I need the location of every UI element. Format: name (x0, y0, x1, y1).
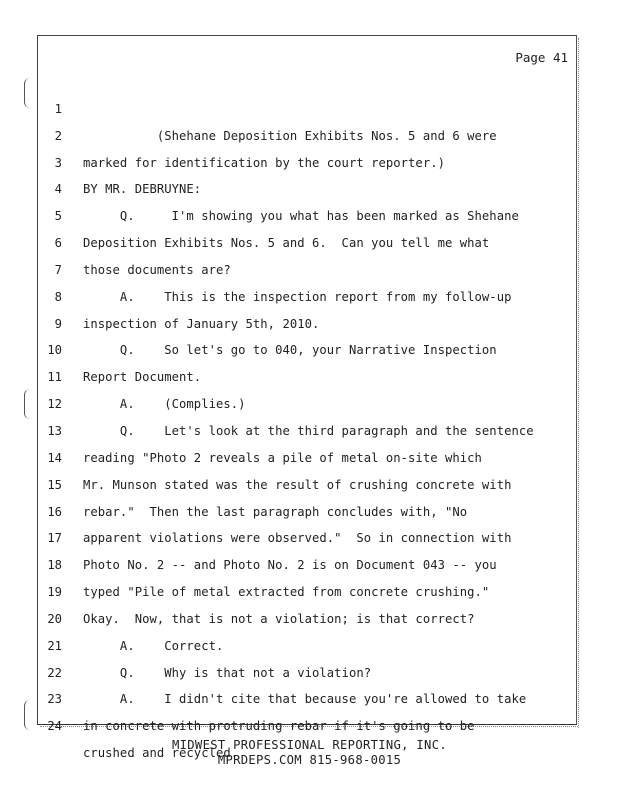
line-number: 8 (54, 289, 62, 304)
transcript-line (40, 69, 570, 143)
line-number: 23 (47, 692, 62, 707)
line-number: 18 (47, 558, 62, 573)
line-number: 7 (54, 262, 62, 277)
footer-contact: MPRDEPS.COM 815-968-0015 (217, 753, 402, 767)
line-text: those documents are? (83, 262, 231, 277)
line-number: 19 (47, 585, 62, 600)
line-text: Q. Why is that not a violation? (83, 665, 372, 680)
line-text: crushed and recycled. (83, 746, 239, 761)
frame-edge-right (578, 38, 580, 728)
line-number: 5 (54, 209, 62, 224)
line-text: A. (Complies.) (83, 397, 246, 412)
line-text: in concrete with protruding rebar if it's going to be (83, 719, 475, 734)
line-text: Deposition Exhibits Nos. 5 and 6. Can you tell me what (83, 236, 490, 251)
page-number: Page 41 (515, 50, 568, 65)
line-text: Photo No. 2 -- and Photo No. 2 is on Document 043 -- you (83, 558, 497, 573)
line-number: 12 (47, 397, 62, 412)
line-text: Q. So let's go to 040, your Narrative Inspection (83, 343, 497, 358)
line-number: 16 (47, 504, 62, 519)
line-number: 21 (47, 638, 62, 653)
line-number: 9 (54, 316, 62, 331)
margin-bracket-mark (24, 78, 35, 108)
line-text: Q. I'm showing you what has been marked as Shehane (83, 209, 519, 224)
line-text: A. I didn't cite that because you're allowed to take (83, 692, 527, 707)
line-text: reading "Photo 2 reveals a pile of metal on-site which (83, 450, 482, 465)
line-number: 20 (47, 611, 62, 626)
line-number: 11 (47, 370, 62, 385)
line-text: A. This is the inspection report from my follow-up (83, 289, 512, 304)
line-text: typed "Pile of metal extracted from concrete crushing." (83, 585, 490, 600)
line-number: 10 (47, 343, 62, 358)
line-text: (Shehane Deposition Exhibits Nos. 5 and 6 were (83, 128, 497, 143)
line-text: marked for identification by the court reporter.) (83, 155, 445, 170)
line-text: rebar." Then the last paragraph concludes with, "No (83, 504, 468, 519)
line-text: Mr. Munson stated was the result of crushing concrete with (83, 477, 512, 492)
line-number: 15 (47, 477, 62, 492)
line-number: 24 (47, 719, 62, 734)
line-text: inspection of January 5th, 2010. (83, 316, 320, 331)
line-number: 3 (54, 155, 62, 170)
margin-bracket-mark (24, 389, 35, 419)
line-text: Report Document. (83, 370, 202, 385)
line-text: Q. Let's look at the third paragraph and the sentence (83, 423, 534, 438)
line-number: 2 (54, 128, 62, 143)
line-number: 13 (47, 423, 62, 438)
line-number: 6 (54, 236, 62, 251)
footer-company: MIDWEST PROFESSIONAL REPORTING, INC. (172, 738, 447, 752)
line-text: A. Correct. (83, 638, 224, 653)
line-number: 17 (47, 531, 62, 546)
line-number: 4 (54, 182, 62, 197)
line-number: 14 (47, 450, 62, 465)
line-text: Okay. Now, that is not a violation; is that correct? (83, 611, 475, 626)
line-number: 22 (47, 665, 62, 680)
line-number: 1 (54, 101, 62, 116)
line-text: apparent violations were observed." So in connection with (83, 531, 512, 546)
line-text: BY MR. DEBRUYNE: (83, 182, 202, 197)
margin-bracket-mark (24, 700, 35, 730)
